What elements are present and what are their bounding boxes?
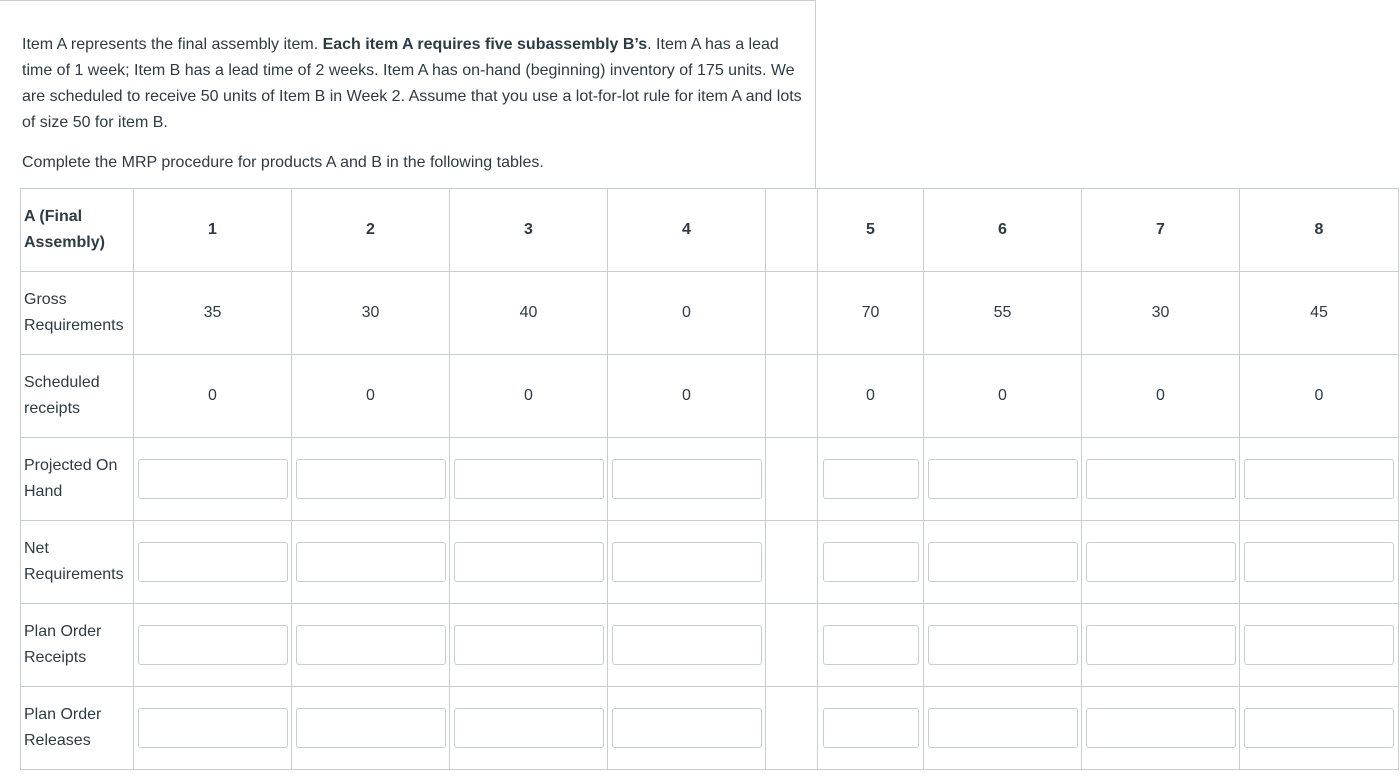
row-net xyxy=(21,521,1399,604)
net-cell-week-8 xyxy=(1240,521,1399,604)
projected-cell-week-7 xyxy=(1082,438,1240,521)
projected-input-week-6[interactable] xyxy=(928,459,1078,499)
projected-cell-week-2 xyxy=(292,438,450,521)
receipts-input-week-6[interactable] xyxy=(928,625,1078,665)
net-input-week-2[interactable] xyxy=(296,542,446,582)
net-input-week-8[interactable] xyxy=(1244,542,1394,582)
projected-cell-week-3 xyxy=(450,438,608,521)
receipts-cell-week-3 xyxy=(450,604,608,687)
releases-cell-week-6 xyxy=(924,687,1082,770)
spacer-cell xyxy=(766,355,818,438)
projected-cell-week-4 xyxy=(608,438,766,521)
receipts-input-week-4[interactable] xyxy=(612,625,762,665)
problem-panel xyxy=(0,0,816,188)
bold-requirement: Each item A requires five subassembly B’s xyxy=(322,36,648,53)
row-receipts xyxy=(21,604,1399,687)
projected-input-week-7[interactable] xyxy=(1086,459,1236,499)
net-cell-week-2 xyxy=(292,521,450,604)
problem-statement: Item A represents the final assembly item. Each item A requires five subassembly B’s. Item A has a lead time of 1 week; Item B has a lead time of 2 weeks. Item A has on-hand (beginning) inventory of 175 units. We are scheduled to receive 50 units of Item B in Week 2. Assume that you use a lot-for-lot rule for item A and lots of size 50 for item B. xyxy=(22,36,802,131)
projected-cell-week-8 xyxy=(1240,438,1399,521)
mrp-table xyxy=(20,188,1399,770)
releases-input-week-2[interactable] xyxy=(296,708,446,748)
receipts-input-week-2[interactable] xyxy=(296,625,446,665)
row-label: Projected On Hand xyxy=(21,438,134,521)
scheduled-value-week-5: 0 xyxy=(818,355,924,438)
receipts-cell-week-8 xyxy=(1240,604,1399,687)
projected-cell-week-5 xyxy=(818,438,924,521)
releases-cell-week-3 xyxy=(450,687,608,770)
receipts-input-week-3[interactable] xyxy=(454,625,604,665)
net-input-week-7[interactable] xyxy=(1086,542,1236,582)
gross-value-week-1: 35 xyxy=(134,272,292,355)
week-header-7: 7 xyxy=(1082,189,1240,272)
net-cell-week-5 xyxy=(818,521,924,604)
row-releases xyxy=(21,687,1399,770)
projected-cell-week-6 xyxy=(924,438,1082,521)
row-label: Gross Requirements xyxy=(21,272,134,355)
spacer-cell xyxy=(766,604,818,687)
net-cell-week-4 xyxy=(608,521,766,604)
releases-input-week-8[interactable] xyxy=(1244,708,1394,748)
projected-cell-week-1 xyxy=(134,438,292,521)
projected-input-week-4[interactable] xyxy=(612,459,762,499)
releases-cell-week-1 xyxy=(134,687,292,770)
problem-text xyxy=(22,32,802,176)
receipts-cell-week-5 xyxy=(818,604,924,687)
releases-input-week-1[interactable] xyxy=(138,708,288,748)
week-header-6: 6 xyxy=(924,189,1082,272)
net-cell-week-3 xyxy=(450,521,608,604)
gross-value-week-3: 40 xyxy=(450,272,608,355)
gross-value-week-4: 0 xyxy=(608,272,766,355)
scheduled-value-week-2: 0 xyxy=(292,355,450,438)
instruction-text: Complete the MRP procedure for products A and B in the following tables. xyxy=(22,154,544,171)
receipts-cell-week-1 xyxy=(134,604,292,687)
net-input-week-5[interactable] xyxy=(823,542,919,582)
scheduled-value-week-4: 0 xyxy=(608,355,766,438)
receipts-input-week-5[interactable] xyxy=(823,625,919,665)
scheduled-value-week-6: 0 xyxy=(924,355,1082,438)
net-input-week-6[interactable] xyxy=(928,542,1078,582)
projected-input-week-2[interactable] xyxy=(296,459,446,499)
gross-value-week-6: 55 xyxy=(924,272,1082,355)
spacer-cell xyxy=(766,272,818,355)
row-label: Plan Order Receipts xyxy=(21,604,134,687)
receipts-cell-week-7 xyxy=(1082,604,1240,687)
scheduled-value-week-8: 0 xyxy=(1240,355,1399,438)
row-scheduled xyxy=(21,355,1399,438)
week-header-5: 5 xyxy=(818,189,924,272)
receipts-input-week-7[interactable] xyxy=(1086,625,1236,665)
releases-input-week-4[interactable] xyxy=(612,708,762,748)
net-cell-week-1 xyxy=(134,521,292,604)
releases-input-week-3[interactable] xyxy=(454,708,604,748)
net-input-week-1[interactable] xyxy=(138,542,288,582)
week-header-4: 4 xyxy=(608,189,766,272)
spacer-cell xyxy=(766,521,818,604)
row-label: Plan Order Releases xyxy=(21,687,134,770)
releases-input-week-7[interactable] xyxy=(1086,708,1236,748)
net-cell-week-6 xyxy=(924,521,1082,604)
row-label: A (Final Assembly) xyxy=(21,189,134,272)
row-gross xyxy=(21,272,1399,355)
releases-input-week-6[interactable] xyxy=(928,708,1078,748)
scheduled-value-week-7: 0 xyxy=(1082,355,1240,438)
gross-value-week-7: 30 xyxy=(1082,272,1240,355)
releases-cell-week-5 xyxy=(818,687,924,770)
receipts-input-week-8[interactable] xyxy=(1244,625,1394,665)
table-header-row xyxy=(21,189,1399,272)
week-header-1: 1 xyxy=(134,189,292,272)
receipts-cell-week-6 xyxy=(924,604,1082,687)
releases-cell-week-8 xyxy=(1240,687,1399,770)
net-input-week-3[interactable] xyxy=(454,542,604,582)
projected-input-week-3[interactable] xyxy=(454,459,604,499)
gross-value-week-8: 45 xyxy=(1240,272,1399,355)
week-header-8: 8 xyxy=(1240,189,1399,272)
spacer-cell xyxy=(766,687,818,770)
scheduled-value-week-3: 0 xyxy=(450,355,608,438)
receipts-input-week-1[interactable] xyxy=(138,625,288,665)
receipts-cell-week-4 xyxy=(608,604,766,687)
releases-cell-week-2 xyxy=(292,687,450,770)
scheduled-value-week-1: 0 xyxy=(134,355,292,438)
week-header-2: 2 xyxy=(292,189,450,272)
net-cell-week-7 xyxy=(1082,521,1240,604)
releases-cell-week-7 xyxy=(1082,687,1240,770)
receipts-cell-week-2 xyxy=(292,604,450,687)
spacer-cell xyxy=(766,189,818,272)
gross-value-week-2: 30 xyxy=(292,272,450,355)
releases-input-week-5[interactable] xyxy=(823,708,919,748)
week-header-3: 3 xyxy=(450,189,608,272)
projected-input-week-1[interactable] xyxy=(138,459,288,499)
row-projected xyxy=(21,438,1399,521)
gross-value-week-5: 70 xyxy=(818,272,924,355)
releases-cell-week-4 xyxy=(608,687,766,770)
row-label: Scheduled receipts xyxy=(21,355,134,438)
projected-input-week-8[interactable] xyxy=(1244,459,1394,499)
spacer-cell xyxy=(766,438,818,521)
row-label: Net Requirements xyxy=(21,521,134,604)
net-input-week-4[interactable] xyxy=(612,542,762,582)
projected-input-week-5[interactable] xyxy=(823,459,919,499)
